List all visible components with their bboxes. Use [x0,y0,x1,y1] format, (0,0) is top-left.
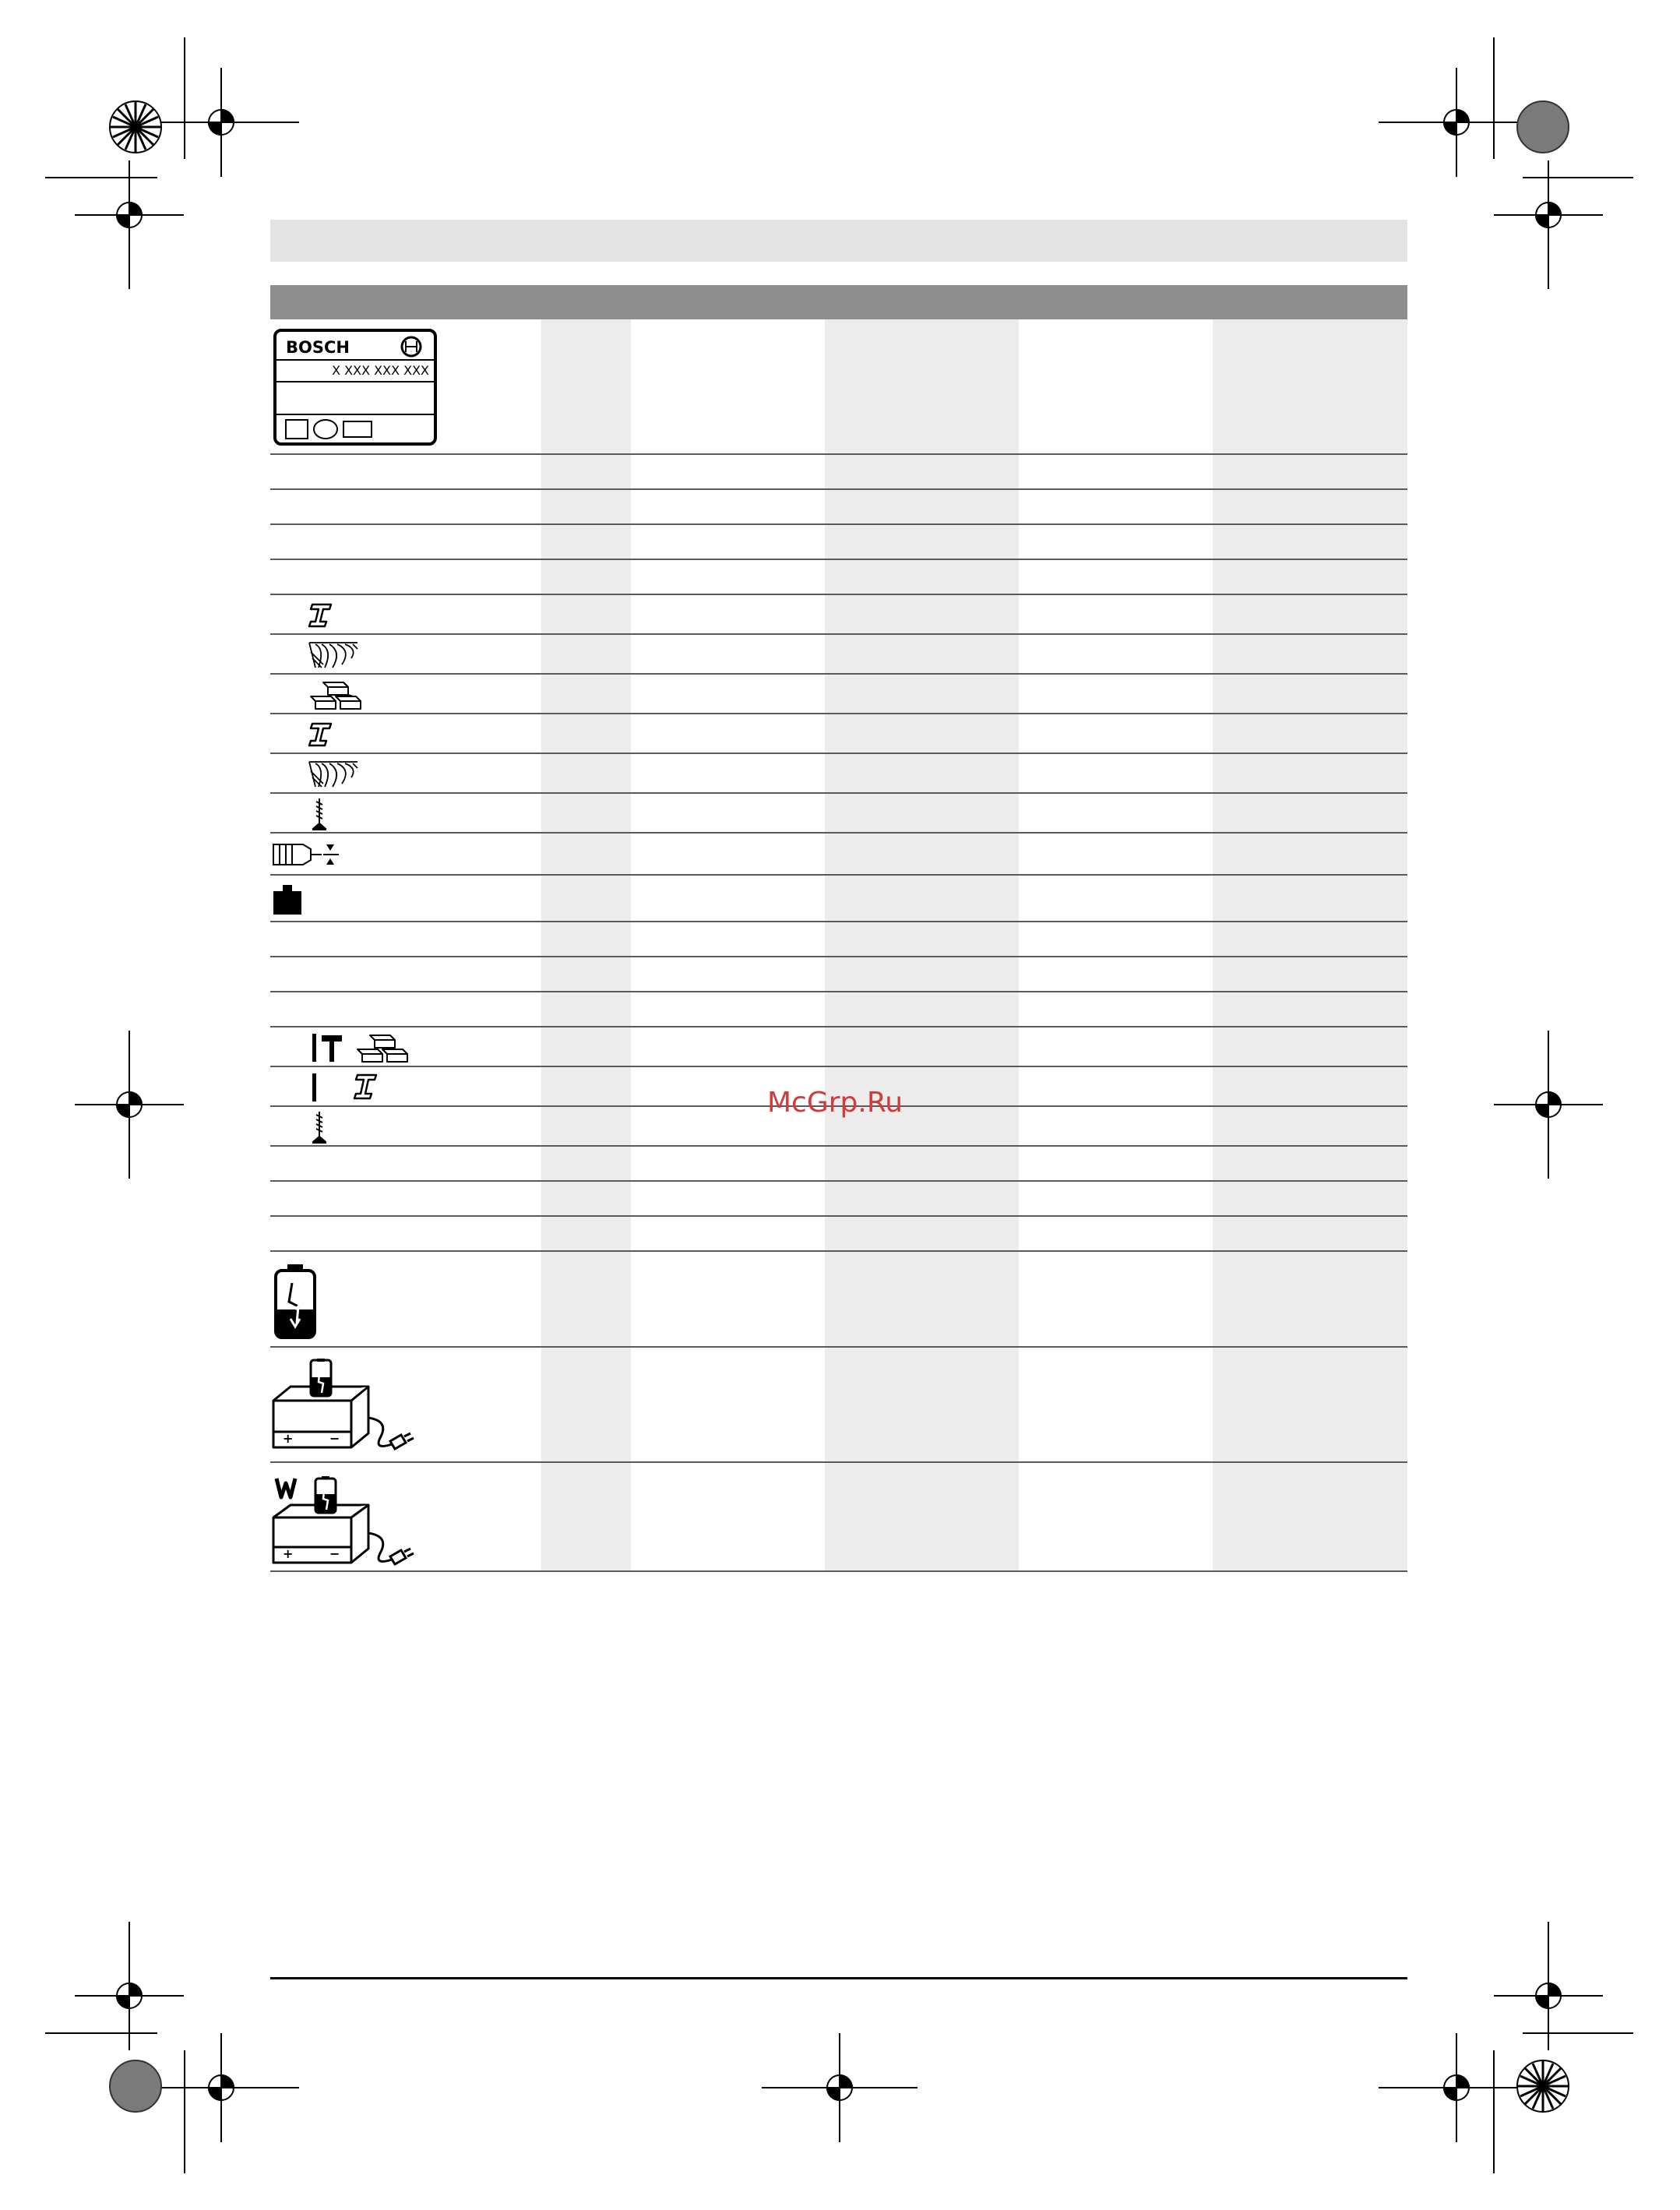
registration-target-icon [762,2033,917,2142]
registration-target-icon [75,160,184,289]
registration-target-icon [1379,2033,1534,2142]
star-target-icon [110,101,161,153]
charger-w-icon [272,1471,420,1569]
nameplate-icon [273,329,437,446]
table-row [270,455,1407,490]
registration-target-icon [1494,1031,1603,1179]
table-row [270,794,1407,834]
table-row [270,992,1407,1027]
steel-beam-icon [308,603,334,628]
registration-target-icon [143,68,299,177]
battery-icon [273,1263,317,1341]
svg-text:+: + [283,1431,294,1446]
wood-grain-icon [308,760,359,788]
table-row [270,1252,1407,1348]
header-title-bar [270,220,1407,262]
table-row [270,1027,1407,1067]
table-row [270,319,1407,455]
registration-target-icon [1494,1922,1603,2050]
table-row [270,876,1407,922]
hammer-drill-masonry-icon [311,1031,435,1065]
table-row [270,754,1407,794]
screw-icon [311,797,328,831]
steel-beam-icon [308,722,334,747]
star-target-icon [1517,2060,1569,2112]
table-row [270,595,1407,635]
chuck-clamping-range-icon [272,840,342,869]
nameplate-article-number: X XXX XXX XXX [332,363,429,378]
registration-target-icon [1379,68,1534,177]
weight-icon [272,883,303,916]
table-row [270,1217,1407,1252]
table-row [270,922,1407,957]
drill-steel-icon [311,1072,389,1103]
registration-target-icon [143,2033,299,2142]
screw-icon [311,1110,328,1144]
registration-target-icon [1494,160,1603,289]
table-row [270,675,1407,714]
registration-target-icon [75,1922,184,2050]
bricks-icon [308,679,367,710]
table-row [270,834,1407,876]
svg-text:−: − [329,1431,340,1446]
registration-target-icon [75,1031,184,1179]
grey-target-icon [110,2060,161,2112]
grey-target-icon [1517,101,1569,153]
table-row [270,1348,1407,1463]
wood-grain-icon [308,641,359,669]
svg-text:+: + [283,1546,294,1561]
footer-rule [270,1977,1407,1979]
table-row [270,560,1407,595]
table-row [270,1147,1407,1182]
svg-text:−: − [329,1546,340,1561]
table-row [270,1463,1407,1572]
table-row [270,635,1407,675]
watermark-text: McGrp.Ru [767,1087,903,1119]
charger-icon [272,1359,420,1457]
table-row [270,714,1407,754]
table-row [270,490,1407,525]
table-row [270,525,1407,560]
technical-data-table [270,319,1407,1572]
table-row [270,957,1407,992]
table-row [270,1182,1407,1217]
nameplate-brand: BOSCH [286,338,350,357]
table-header-bar [270,285,1407,319]
